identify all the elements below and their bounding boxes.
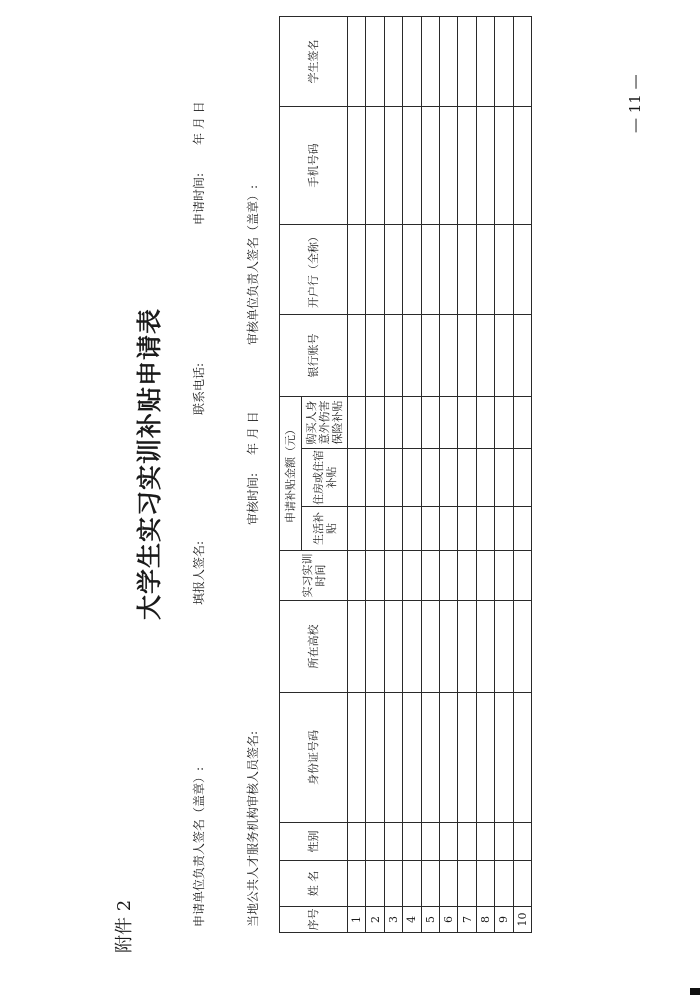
header-name: 姓 名 — [280, 861, 348, 907]
service-reviewer-label: 当地公共人才服务机构审核人员签名: — [246, 730, 260, 927]
header-bank-account: 银行账号 — [280, 315, 348, 397]
table-row — [458, 17, 476, 933]
row-number: 8 — [476, 907, 494, 933]
review-time-label: 审核时间: — [246, 472, 260, 525]
table-row — [403, 17, 421, 933]
review-time-date: 年 月 日 — [246, 411, 260, 455]
row-number: 1 — [348, 907, 366, 933]
filler-signer-label: 填报人签名: — [192, 540, 206, 605]
scan-edge-mark — [690, 988, 700, 995]
header-subsidy-amount: 申请补贴金额（元） — [280, 397, 302, 551]
document-title: 大学生实习实训补贴申请表 — [135, 307, 164, 620]
table-row — [348, 17, 366, 933]
row-number: 7 — [458, 907, 476, 933]
header-seq: 序号 — [280, 907, 348, 933]
header-id-number: 身份证号码 — [280, 693, 348, 823]
table-row — [495, 17, 513, 933]
apply-time-label: 申请时间: — [192, 172, 206, 225]
table-row — [421, 17, 439, 933]
page-number: — 11 — — [626, 74, 644, 133]
header-phone: 手机号码 — [280, 107, 348, 225]
row-number: 4 — [403, 907, 421, 933]
review-unit-signer-label: 审核单位负责人签名（盖章）: — [246, 184, 260, 345]
header-gender: 性别 — [280, 823, 348, 861]
row-number: 10 — [513, 907, 531, 933]
header-housing-subsidy: 住房或住宿补贴 — [302, 449, 348, 507]
header-bank: 开户行（全称） — [280, 225, 348, 315]
contact-phone-label: 联系电话: — [192, 362, 206, 415]
row-number: 2 — [366, 907, 384, 933]
table-row — [476, 17, 494, 933]
row-number: 9 — [495, 907, 513, 933]
header-university: 所在高校 — [280, 601, 348, 693]
table-body — [348, 17, 532, 933]
applicant-unit-signer-label: 申请单位负责人签名（盖章）: — [192, 766, 206, 927]
attachment-label: 附件 2 — [114, 899, 135, 953]
row-number: 6 — [439, 907, 457, 933]
header-living-subsidy: 生活补贴 — [302, 507, 348, 551]
table-row — [513, 17, 531, 933]
table-row — [384, 17, 402, 933]
apply-time-date: 年 月 日 — [192, 101, 206, 145]
row-number: 5 — [421, 907, 439, 933]
header-student-sign: 学生签名 — [280, 17, 348, 107]
table-row — [366, 17, 384, 933]
header-training-time: 实习实训时间 — [280, 551, 348, 601]
table-row — [439, 17, 457, 933]
row-number: 3 — [384, 907, 402, 933]
subsidy-application-table — [279, 16, 532, 933]
header-insurance-subsidy: 购买人身意外伤害保险补贴 — [302, 397, 348, 449]
